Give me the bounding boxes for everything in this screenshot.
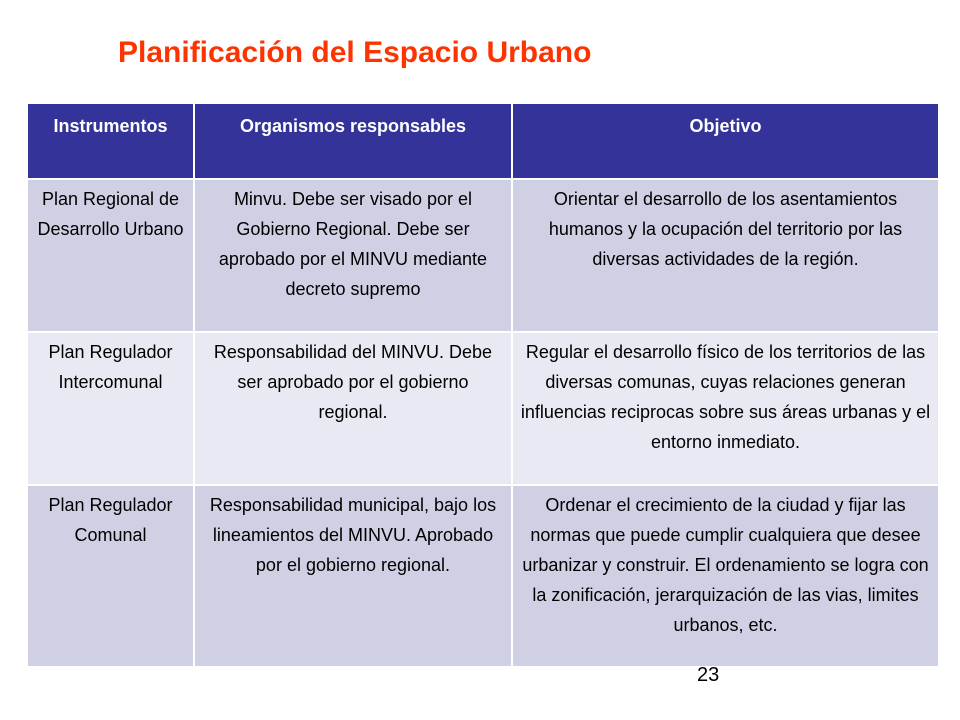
column-header-organismos: Organismos responsables — [194, 103, 512, 179]
cell-organismos: Responsabilidad del MINVU. Debe ser aprobado por el gobierno regional. — [194, 332, 512, 485]
cell-objetivo: Ordenar el crecimiento de la ciudad y fijar las normas que puede cumplir cualquiera que desee urbanizar y construir. El ordenamiento se logra con la zonificación, jerarquización de las vias, limites urbanos, etc. — [512, 485, 939, 667]
table-row — [27, 485, 939, 667]
cell-instrumento: Plan Regional de Desarrollo Urbano — [27, 179, 194, 332]
planning-instruments-table — [26, 102, 940, 668]
cell-organismos: Minvu. Debe ser visado por el Gobierno Regional. Debe ser aprobado por el MINVU mediante decreto supremo — [194, 179, 512, 332]
column-header-instrumentos: Instrumentos — [27, 103, 194, 179]
cell-objetivo: Orientar el desarrollo de los asentamientos humanos y la ocupación del territorio por las diversas actividades de la región. — [512, 179, 939, 332]
cell-instrumento: Plan Regulador Intercomunal — [27, 332, 194, 485]
cell-instrumento: Plan Regulador Comunal — [27, 485, 194, 667]
cell-organismos: Responsabilidad municipal, bajo los lineamientos del MINVU. Aprobado por el gobierno regional. — [194, 485, 512, 667]
table-row — [27, 179, 939, 332]
cell-objetivo: Regular el desarrollo físico de los territorios de las diversas comunas, cuyas relaciones generan influencias reciprocas sobre sus áreas urbanas y el entorno inmediato. — [512, 332, 939, 485]
column-header-objetivo: Objetivo — [512, 103, 939, 179]
page-number: 23 — [697, 664, 720, 686]
table-row — [27, 332, 939, 485]
slide-title: Planificación del Espacio Urbano — [118, 36, 592, 69]
table-header-row — [27, 103, 939, 179]
